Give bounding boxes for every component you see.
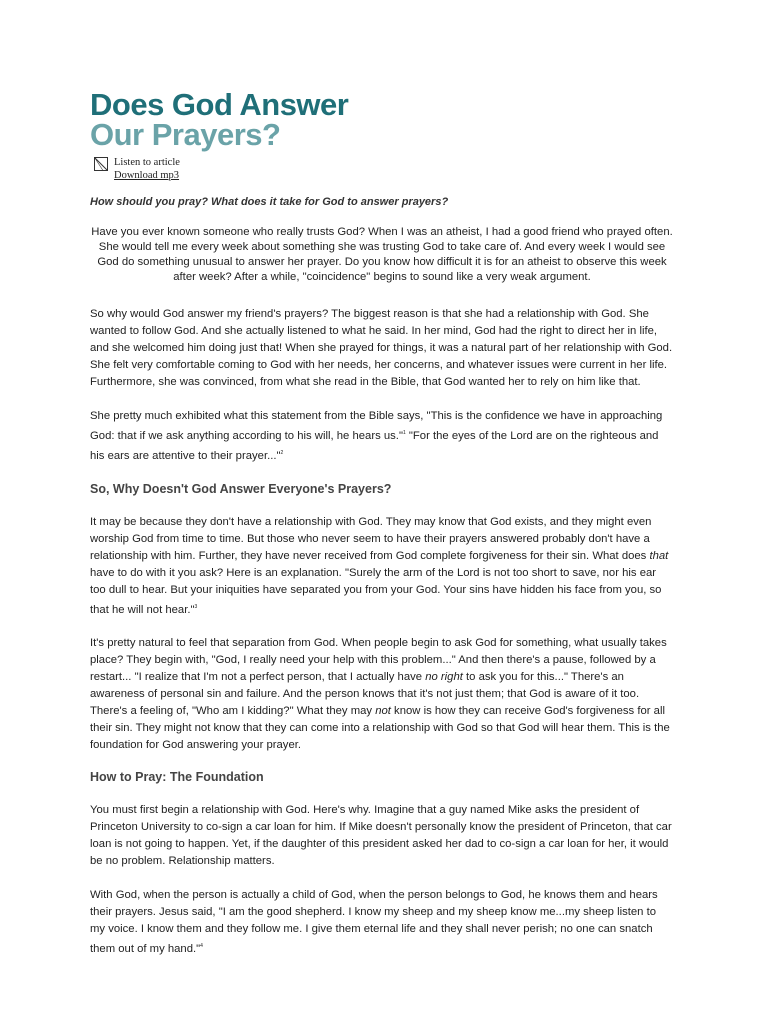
paragraph-1: So why would God answer my friend's prayers? The biggest reason is that she had a relationship with God. She wanted to follow God. And she actually listened to what he said. In her mind, God had the right to direct her in life, and she welcomed him doing just that! When she prayed for things, it was a natural part of her relationship with God. She felt very comfortable coming to God with her needs, her concerns, and whatever issues were current in her life. Furthermore, she was convinced, from what she read in the Bible, that God wanted her to rely on him like that. bbox=[90, 308, 673, 388]
intro-blurb: Have you ever known someone who really trusts God? When I was an atheist, I had a good friend who prayed often. She would tell me every week about something she was trusting God to take care of. And every week I would see God do something unusual to answer her prayer. Do you know how difficult it is for an atheist to observe this week after week? After a while, "coincidence" begins to sound like a very weak argument. bbox=[91, 226, 673, 283]
footnote-2: 2 bbox=[280, 449, 284, 456]
intro-question: How should you pray? What does it take for God to answer prayers? bbox=[90, 196, 449, 208]
title-line-1: Does God Answer bbox=[90, 87, 349, 122]
speaker-icon[interactable] bbox=[94, 157, 108, 171]
article bbox=[90, 87, 674, 958]
paragraph-5: You must first begin a relationship with God. Here's why. Imagine that a guy named Mike asks the president of Princeton University to co-sign a car loan for him. If Mike doesn't personally know the president of Princeton, that car loan is not going to happen. Yet, if the daughter of this president asked her dad to co-sign a car loan for her, it would be no problem. Relationship matters. bbox=[90, 804, 672, 868]
title-line-2: Our Prayers? bbox=[90, 117, 281, 152]
download-mp3-link[interactable]: Download mp3 bbox=[114, 170, 180, 181]
footnote-4: 4 bbox=[200, 943, 203, 950]
paragraph-4: It's pretty natural to feel that separation from God. When people begin to ask God for something, what usually takes place? They begin with, "God, I really need your help with this problem..." And then there's a pause, followed by a restart... "I realize that I'm not a perfect person, that I actually have no right to ask you for this..." There's an awareness of personal sin and failure. And the person knows that it's not just them; that God is aware of it too. There's a feeling of, "Who am I kidding?" What they may not know is how they can receive God's forgiveness for all their sin. They might not know that they can come into a relationship with God so that God will hear them. This is the foundation for God answering your prayer. bbox=[90, 637, 670, 752]
article-title bbox=[90, 87, 674, 152]
paragraph-6: With God, when the person is actually a child of God, when the person belongs to God, he knows them and hears their prayers. Jesus said, "I am the good shepherd. I know my sheep and my sheep know me...my sheep listen to my voice. I know them and they follow me. I give them eternal life and they shall never perish; no one can snatch them out of my hand."$^4$ bbox=[90, 889, 658, 956]
audio-links bbox=[90, 156, 674, 182]
listen-label: Listen to article bbox=[114, 157, 180, 168]
section-heading-foundation: How to Pray: The Foundation bbox=[90, 770, 264, 785]
paragraph-2: She pretty much exhibited what this statement from the Bible says, "This is the confidence we have in approaching God: that if we ask anything according to his will, he hears us."$^1$ "For the eyes of the Lord are on the righteous and his ears are attentive to their prayer..."$^2$ bbox=[90, 410, 663, 462]
section-heading-why: So, Why Doesn't God Answer Everyone's Prayers? bbox=[90, 481, 392, 496]
paragraph-3: It may be because they don't have a relationship with God. They may know that God exists, and they might even worship God from time to time. But those who never seem to have their prayers answered probably don't have a relationship with him. Further, they have never received from God complete forgiveness for their sin. What does that have to do with it you ask? Here is an explanation. "Surely the arm of the Lord is not too short to save, nor his ear too dull to hear. But your iniquities have separated you from your God. Your sins have hidden his face from you, so that he will not hear."$^3$ bbox=[90, 515, 669, 616]
footnote-1: 1 bbox=[402, 430, 406, 436]
footnote-3: 3 bbox=[194, 603, 198, 610]
